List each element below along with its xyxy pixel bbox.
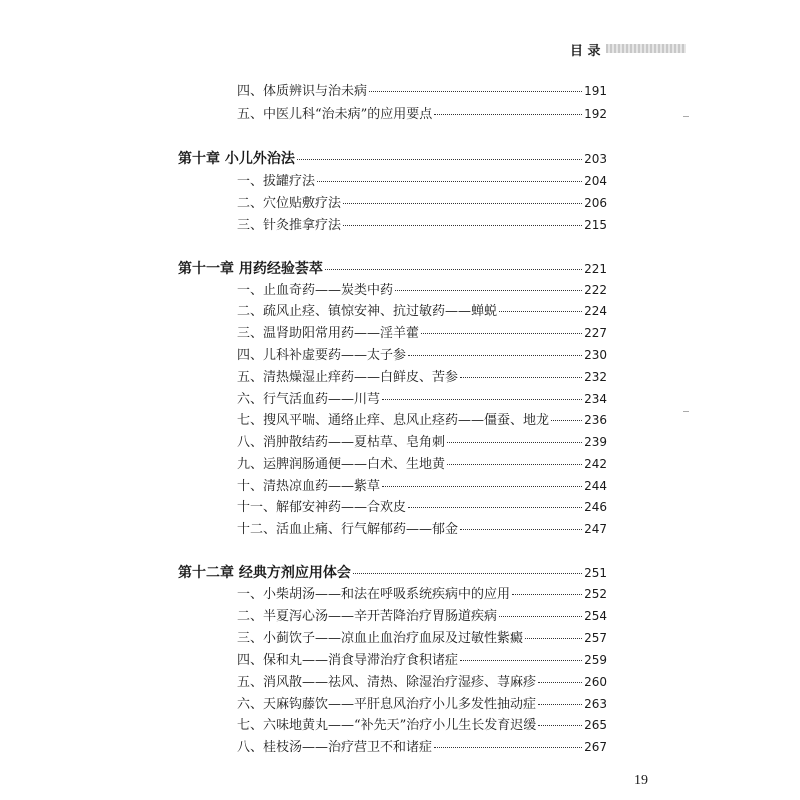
toc-entry-title: 二、半夏泻心汤——辛开苦降治疗胃肠道疾病	[237, 609, 498, 624]
toc-entry-title: 五、中医儿科“治未病”的应用要点	[237, 107, 433, 122]
toc-entry-page: 263	[584, 697, 607, 711]
dot-leader	[460, 660, 582, 661]
toc-entry-title: 十一、解郁安神药——合欢皮	[237, 500, 407, 515]
toc-section-entry[interactable]	[237, 390, 607, 409]
toc-chapter-entry[interactable]	[178, 150, 607, 168]
toc-entry-title: 第十章 小儿外治法	[178, 151, 295, 167]
header-title: 目 录	[570, 44, 601, 59]
toc-section-entry[interactable]	[237, 368, 607, 387]
dot-leader	[525, 638, 582, 639]
toc-section-entry[interactable]	[237, 324, 607, 343]
toc-entry-page: 257	[584, 631, 607, 645]
toc-entry-page: 267	[584, 740, 607, 754]
toc-section-entry[interactable]	[237, 520, 607, 539]
toc-section-entry[interactable]	[237, 105, 607, 124]
toc-entry-title: 六、行气活血药——川芎	[237, 392, 381, 407]
toc-entry-title: 九、运脾润肠通便——白术、生地黄	[237, 457, 446, 472]
dot-leader	[538, 682, 582, 683]
toc-section-entry[interactable]	[237, 716, 607, 735]
toc-entry-page: 192	[584, 107, 607, 121]
toc-entry-page: 265	[584, 718, 607, 732]
toc-entry-title: 八、消肿散结药——夏枯草、皂角刺	[237, 435, 446, 450]
dot-leader	[369, 91, 582, 92]
toc-entry-page: 230	[584, 348, 607, 362]
toc-entry-page: 224	[584, 304, 607, 318]
toc-entry-title: 十、清热凉血药——紫草	[237, 479, 381, 494]
toc-entry-title: 七、六味地黄丸——“补先天”治疗小儿生长发育迟缓	[237, 718, 537, 733]
toc-entry-page: 203	[584, 152, 607, 166]
toc-section-entry[interactable]	[237, 651, 607, 670]
toc-entry-title: 二、穴位贴敷疗法	[237, 196, 342, 211]
dot-leader	[460, 529, 582, 530]
margin-mark	[683, 411, 689, 412]
dot-leader	[447, 442, 582, 443]
dot-leader	[408, 355, 582, 356]
toc-section-entry[interactable]	[237, 695, 607, 714]
dot-leader	[382, 486, 582, 487]
toc-entry-page: 239	[584, 435, 607, 449]
toc-entry-title: 一、止血奇药——炭类中药	[237, 283, 394, 298]
toc-section-entry[interactable]	[237, 281, 607, 300]
toc-entry-page: 244	[584, 479, 607, 493]
dot-leader	[421, 333, 582, 334]
dot-leader	[499, 616, 582, 617]
toc-entry-page: 242	[584, 457, 607, 471]
toc-entry-page: 252	[584, 587, 607, 601]
dot-leader	[512, 594, 582, 595]
toc-entry-page: 227	[584, 326, 607, 340]
toc-entry-page: 234	[584, 392, 607, 406]
toc-entry-page: 222	[584, 283, 607, 297]
toc-section-entry[interactable]	[237, 585, 607, 604]
toc-entry-page: 251	[584, 566, 607, 580]
dot-leader	[408, 507, 582, 508]
dot-leader	[395, 290, 582, 291]
toc-section-entry[interactable]	[237, 433, 607, 452]
toc-section-entry[interactable]	[237, 477, 607, 496]
toc-entry-page: 254	[584, 609, 607, 623]
toc-entry-title: 第十一章 用药经验荟萃	[178, 261, 323, 277]
toc-entry-page: 236	[584, 413, 607, 427]
toc-entry-title: 三、针灸推拿疗法	[237, 218, 342, 233]
dot-leader	[434, 747, 582, 748]
toc-entry-title: 第十二章 经典方剂应用体会	[178, 565, 351, 581]
dot-leader	[343, 225, 582, 226]
toc-section-entry[interactable]	[237, 216, 607, 235]
dot-leader	[297, 159, 582, 160]
toc-section-entry[interactable]	[237, 172, 607, 191]
toc-entry-title: 十二、活血止痛、行气解郁药——郁金	[237, 522, 459, 537]
dot-leader	[434, 114, 582, 115]
page-number: 19	[634, 773, 648, 788]
toc-section-entry[interactable]	[237, 82, 607, 101]
toc-chapter-entry[interactable]	[178, 260, 607, 278]
toc-entry-page: 260	[584, 675, 607, 689]
dot-leader	[317, 181, 582, 182]
toc-entry-page: 191	[584, 84, 607, 98]
toc-entry-title: 二、疏风止痉、镇惊安神、抗过敏药——蝉蜕	[237, 304, 498, 319]
toc-entry-title: 五、消风散——祛风、清热、除湿治疗湿疹、荨麻疹	[237, 675, 537, 690]
toc-entry-page: 259	[584, 653, 607, 667]
toc-entry-title: 七、搜风平喘、通络止痒、息风止痉药——僵蚕、地龙	[237, 413, 550, 428]
toc-section-entry[interactable]	[237, 455, 607, 474]
toc-entry-title: 四、保和丸——消食导滞治疗食积诸症	[237, 653, 459, 668]
toc-entry-title: 一、小柴胡汤——和法在呼吸系统疾病中的应用	[237, 587, 511, 602]
toc-entry-title: 三、小蓟饮子——凉血止血治疗血尿及过敏性紫癜	[237, 631, 524, 646]
dot-leader	[353, 573, 582, 574]
toc-entry-page: 206	[584, 196, 607, 210]
toc-entry-page: 221	[584, 262, 607, 276]
toc-entry-title: 四、体质辨识与治未病	[237, 84, 368, 99]
toc-entry-title: 八、桂枝汤——治疗营卫不和诸症	[237, 740, 433, 755]
dot-leader	[382, 399, 582, 400]
dot-leader	[538, 704, 582, 705]
toc-section-entry[interactable]	[237, 738, 607, 757]
toc-section-entry[interactable]	[237, 194, 607, 213]
dot-leader	[551, 420, 582, 421]
toc-entry-title: 六、天麻钩藤饮——平肝息风治疗小儿多发性抽动症	[237, 697, 537, 712]
running-header	[570, 40, 601, 59]
toc-entry-title: 五、清热燥湿止痒药——白鲜皮、苦参	[237, 370, 459, 385]
dot-leader	[325, 269, 582, 270]
toc-section-entry[interactable]	[237, 411, 607, 430]
toc-section-entry[interactable]	[237, 629, 607, 648]
toc-section-entry[interactable]	[237, 346, 607, 365]
dot-leader	[447, 464, 582, 465]
margin-mark	[683, 116, 689, 117]
toc-entry-page: 232	[584, 370, 607, 384]
dot-leader	[460, 377, 582, 378]
toc-entry-page: 204	[584, 174, 607, 188]
toc-entry-title: 一、拔罐疗法	[237, 174, 316, 189]
toc-section-entry[interactable]	[237, 673, 607, 692]
dot-leader	[343, 203, 582, 204]
toc-section-entry[interactable]	[237, 607, 607, 626]
toc-section-entry[interactable]	[237, 498, 607, 517]
toc-entry-page: 247	[584, 522, 607, 536]
dot-leader	[499, 311, 582, 312]
toc-section-entry[interactable]	[237, 302, 607, 321]
header-decoration	[606, 44, 686, 53]
toc-entry-page: 246	[584, 500, 607, 514]
toc-chapter-entry[interactable]	[178, 564, 607, 582]
toc-entry-page: 215	[584, 218, 607, 232]
dot-leader	[538, 725, 582, 726]
toc-entry-title: 四、儿科补虚要药——太子参	[237, 348, 407, 363]
toc-entry-title: 三、温肾助阳常用药——淫羊藿	[237, 326, 420, 341]
